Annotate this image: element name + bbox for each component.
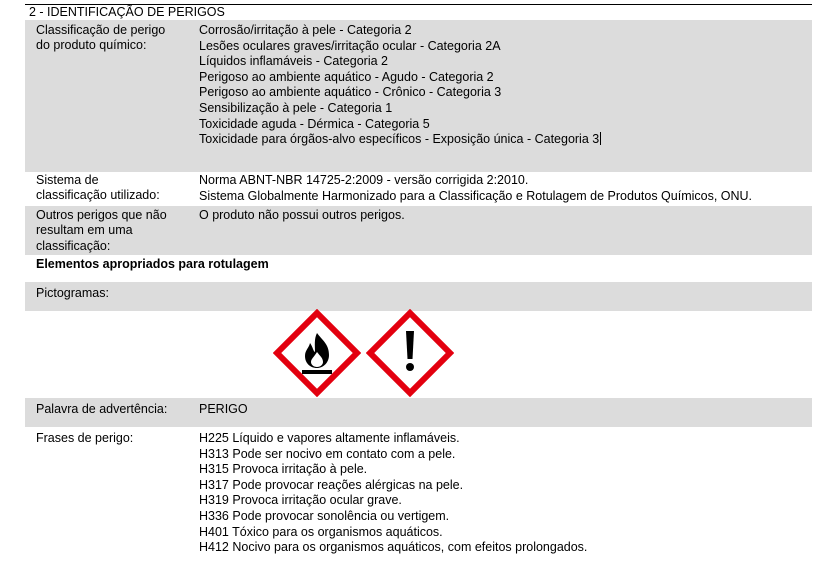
labelling-heading: Elementos apropriados para rotulagem	[36, 257, 269, 271]
other-hazards-label	[36, 208, 167, 254]
system-line: Sistema Globalmente Harmonizado para a Classificação e Rotulagem de Produtos Químicos, ONU.	[199, 188, 753, 203]
other-hazards-value: O produto não possui outros perigos.	[199, 208, 405, 222]
classification-item: Toxicidade para órgãos-alvo específicos - Exposição única - Categoria 3	[199, 132, 600, 147]
classification-list	[199, 23, 601, 148]
hazard-statements-label: Frases de perigo:	[36, 431, 134, 445]
system-label-line: Sistema de	[36, 173, 99, 187]
classification-item: Corrosão/irritação à pele - Categoria 2	[199, 23, 412, 37]
exclamation-mark-icon	[406, 331, 414, 371]
hazard-statement: H336 Pode provocar sonolência ou vertigem.	[199, 508, 450, 523]
system-value	[199, 173, 752, 204]
system-label-line: classificação utilizado:	[36, 188, 160, 203]
classification-item: Lesões oculares graves/irritação ocular - Categoria 2A	[199, 38, 501, 53]
classification-label-line: do produto químico:	[36, 38, 147, 53]
classification-item: Sensibilização à pele - Categoria 1	[199, 100, 393, 115]
hazard-statement: H313 Pode ser nocivo em contato com a pele.	[199, 446, 456, 461]
hazard-statements-list	[199, 431, 587, 556]
system-label	[36, 173, 160, 204]
pictograms-label: Pictogramas:	[36, 286, 109, 300]
pictograms-band	[25, 282, 812, 311]
hazard-statement: H319 Provoca irritação ocular grave.	[199, 493, 402, 508]
hazard-statement: H412 Nocivo para os organismos aquáticos, com efeitos prolongados.	[199, 540, 588, 555]
hazard-statement: H401 Tóxico para os organismos aquáticos.	[199, 524, 443, 539]
classification-item: Toxicidade aguda - Dérmica - Categoria 5	[199, 116, 430, 131]
exclamation-mark-pictogram	[366, 309, 454, 397]
hazard-statement: H317 Pode provocar reações alérgicas na pele.	[199, 477, 464, 492]
other-hazards-label-line: Outros perigos que não	[36, 208, 167, 222]
hazard-statement: H315 Provoca irritação à pele.	[199, 462, 368, 477]
classification-label-line: Classificação de perigo	[36, 23, 166, 37]
hazard-statement: H225 Líquido e vapores altamente inflamáveis.	[199, 431, 460, 445]
classification-label	[36, 23, 165, 54]
other-hazards-label-line: resultam em uma	[36, 223, 133, 238]
classification-item: Perigoso ao ambiente aquático - Agudo - Categoria 2	[199, 69, 494, 84]
signal-word-label: Palavra de advertência:	[36, 402, 168, 416]
classification-item: Líquidos inflamáveis - Categoria 2	[199, 54, 388, 69]
signal-word-value: PERIGO	[199, 402, 248, 416]
other-hazards-label-line: classificação:	[36, 238, 111, 253]
classification-item: Perigoso ao ambiente aquático - Crônico - Categoria 3	[199, 85, 502, 100]
system-line: Norma ABNT-NBR 14725-2:2009 - versão corrigida 2:2010.	[199, 173, 529, 187]
section-title: 2 - IDENTIFICAÇÃO DE PERIGOS	[29, 5, 225, 19]
flame-pictogram	[273, 309, 361, 397]
text-cursor	[600, 132, 601, 145]
classification-item-last	[199, 132, 601, 148]
section-header	[25, 4, 812, 21]
